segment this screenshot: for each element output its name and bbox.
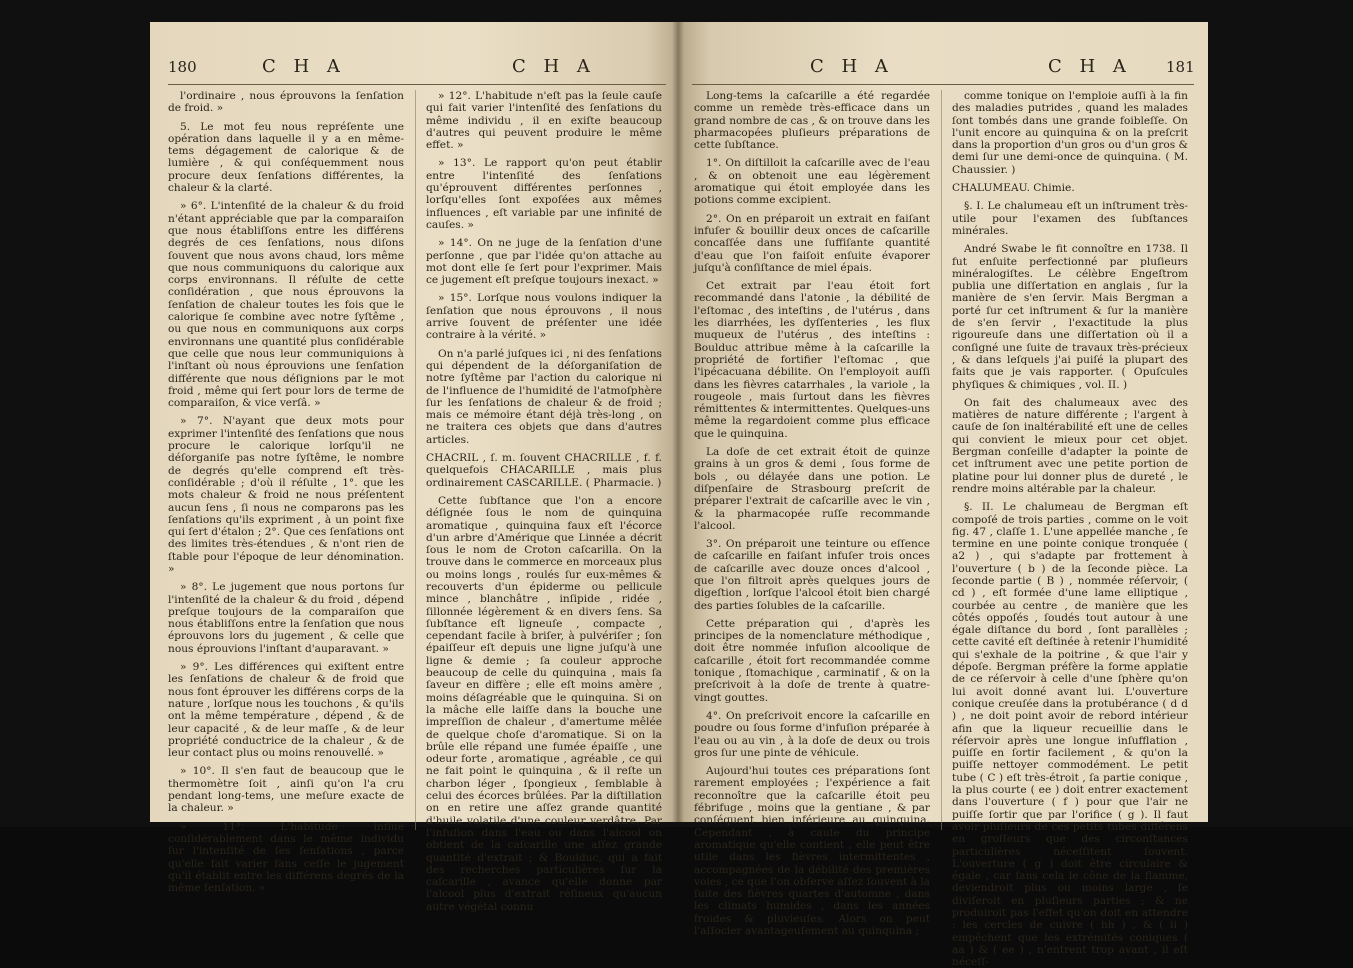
text-column-left [694, 90, 930, 937]
paragraph: 1°. On diſtilloit la caſcarille avec de l'eau , & on obtenoit une eau légèrement aromatique qui étoit employée dans les potions comme excipient. [694, 157, 930, 207]
page-number: 181 [1166, 58, 1195, 76]
paragraph: 3°. On préparoit une teinture ou eſſence de caſcarille en faiſant infuſer trois onces de caſcarille avec douze onces d'alcool , que l'on filtroit après quelques jours de digeſtion , lorſque l'alcool étoit bien chargé des parties ſolubles de la caſcarille. [694, 538, 930, 612]
paragraph: » 15°. Lorſque nous voulons indiquer la ſenſation que nous éprouvons , il nous arrive ſouvent de préſenter une idée contraire à la vérité. » [426, 292, 662, 342]
text-column-right [952, 90, 1188, 968]
paragraph: Long-tems la caſcarille a été regardée comme un remède très-efficace dans un grand nombre de cas , & on trouve dans les pharmacopées pluſieurs préparations de cette ſubſtance. [694, 90, 930, 152]
left-page [150, 22, 678, 913]
paragraph: » 12°. L'habitude n'eſt pas la ſeule cauſe qui fait varier l'intenſité des ſenſations du même individu , il en exiſte beaucoup d'autres qui peuvent produire le même effet. » [426, 90, 662, 152]
entry-heading: CHACRIL , ſ. m. ſouvent CHACRILLE , f. f. quelquefois CHACARILLE , mais plus ordinairement CASCARILLE. ( Pharmacie. ) [426, 452, 662, 489]
header-rule [168, 84, 666, 85]
paragraph: André Swabe le fit connoître en 1738. Il fut enſuite perfectionné par pluſieurs minéralogiſtes. Le célèbre Engeſtrom publia une diſſertation en anglais , ſur la manière de s'en ſervir. Mais Bergman a porté ſur cet inſtrument & ſur la manière de s'en ſervir , l'exactitude la plus rigoureuſe dans une diſſertation où il a conſigné une ſuite de travaux très-précieux , & dans leſquels j'ai puiſé la plupart des faits que je vais rapporter. ( Opuſcules phyſiques & chimiques , vol. II. ) [952, 243, 1188, 391]
column-divider [941, 90, 942, 830]
paragraph: Aujourd'hui toutes ces préparations ſont rarement employées ; l'expérience a fait reconnoître que la caſcarille étoit peu fébrifuge , moins que la gentiane , & par conſéquent bien inférieure au quinquina. Cependant , à cauſe du principe aromatique qu'elle contient , elle peut être utile dans les fièvres intermittentes , accompagnées de la débilité des premières voies , ce que l'on obſerve aſſez ſouvent à la ſuite des fièvres quartes d'automne , dans les climats humides , dans les années froides & pluvieuſes. Alors on peut l'aſſocier avantageuſement au quinquina ; [694, 765, 930, 937]
paragraph: On n'a parlé juſques ici , ni des ſenſations qui dépendent de la déſorganiſation de notre ſyſtême par l'action du calorique ni de l'influence de l'humidité de l'atmoſphère ſur les ſenſations de chaleur & de froid ; mais ce mémoire étant déjà très-long , on ne traitera ces objets que dans d'autres articles. [426, 347, 662, 446]
entry-heading: CHALUMEAU. Chimie. [952, 182, 1075, 195]
paragraph: » 9°. Les différences qui exiſtent entre les ſenſations de chaleur & de froid que nous font éprouver les différens corps de la nature , lorſque nous les touchons , & qu'ils ont la même température , dépend , & de leur capacité , & de leur maſſe , & de leur propriété conductrice de la chaleur , & de leur contact plus ou moins renouvellé. » [168, 661, 404, 760]
right-page [678, 22, 1208, 968]
column-divider [415, 90, 416, 830]
paragraph: » 11°. L'habitude influe conſidérablement dans le même individu ſur l'intenſité de ſes ſenſations , parce qu'elle fait varier ſans ceſſe le jugement qu'il établit entre les différens degrés de la même ſenſation. » [168, 820, 404, 895]
paragraph: » 6°. L'intenſité de la chaleur & du froid n'étant appréciable que par la comparaiſon que nous établiſſons entre les différens degrés de ces ſenſations, nous diſons ſouvent que nous avons chaud, lors même que nous communiquons du calorique aux corps environnans. Il réſulte de cette conſidération , que nous éprouvons la ſenſation de chaleur toutes les fois que le calorique ſe combine avec notre ſyſtême , ou que nous en communiquons aux corps environnans une quantité plus conſidérable que celle que nous leur communiquions à l'inſtant où nous éprouvions une ſenſation différente que nous déſignions par le mot froid , même qui ſert pour lors de terme de comparaiſon, & vice verſâ. » [168, 200, 404, 410]
paragraph: 2°. On en préparoit un extrait en faiſant infuſer & bouillir deux onces de caſcarille concaſſée dans une ſuffiſante quantité d'eau que l'on faiſoit enſuite évaporer juſqu'à conſiſtance de miel épais. [694, 212, 930, 274]
text-column-right [426, 90, 662, 913]
book-gutter [672, 22, 684, 822]
paragraph: §. II. Le chalumeau de Bergman eſt compoſé de trois parties , comme on le voit fig. 47 , claſſe 1. L'une appellée manche , ſe termine en une pointe conique tronquée ( a2 ) , qui s'adapte par frottement à l'ouverture ( b ) de la ſeconde pièce. La ſeconde partie ( B ) , nommée réſervoir, ( cd ) , eſt formée d'une lame elliptique , courbée au centre , de manière que les côtés oppoſés , ſoudés tout autour à une égale diſtance du bord , ſont parallèles ; cette cavité eſt deſtinée à retenir l'humidité qui s'exhale de la poitrine , & que l'air y dépoſe. Bergman préfère la forme applatie de ce réſervoir à celle d'une ſphère qu'on lui avoit donné avant lui. L'ouverture conique creuſée dans la protubérance ( d d ) , ne doit point avoir de rebord intérieur afin que la liqueur recueillie dans le réſervoir après une longue inſufflation , puiſſe en ſortir facilement , & qu'on la puiſſe nettoyer commodément. Le petit tube ( C ) eſt très-étroit , ſa partie conique , la plus courte ( ee ) doit entrer exactement dans l'ouverture ( f ) pour que l'air ne puiſſe ſortir que par l'orifice ( g ). Il faut avoir pluſieurs de ces petits tubes différens en groſſeurs que des circonſtances particulières néceſſitent ſouvent. L'ouverture ( g ) doit être circulaire & égale , car ſans cela le cône de la flamme, deviendroit plus ou moins large , ſe diviſeroit en pluſieurs parties ; & ne produiroit pas l'effet qu'on doit en attendre : les cercles de cuivre ( hh ) , & ( ii ) empêchent que les extrémités coniques ( aa ) & ( ee ) , n'entrent trop avant , il eſt néceſſ- [952, 501, 1188, 968]
paragraph: Cette ſubſtance que l'on a encore déſignée ſous le nom de quinquina aromatique , quinquina faux eſt l'écorce d'un arbre d'Amérique que Linnée a décrit ſous le nom de Croton caſcarilla. On la trouve dans le commerce en morceaux plus ou moins longs , roulés ſur eux-mêmes & recouverts d'un épiderme ou pellicule mince , blanchâtre , inſipide , ridée , ſillonnée légèrement & en divers ſens. Sa ſubſtance eſt ligneuſe , compacte , cependant facile à briſer, à pulvériſer ; ſon épaiſſeur eſt depuis une ligne juſqu'à une ligne & demie ; ſa couleur approche beaucoup de celle du quinquina , mais ſa ſaveur en diffère ; elle eſt moins amère , moins déſagréable que le quinquina. Si on la mâche elle laiſſe dans la bouche une impreſſion de chaleur , d'amertume mêlée de quelque choſe d'aromatique. Si on la brûle elle répand une fumée épaiſſe , une odeur forte , aromatique , agréable , ce qui ne fait point le quinquina , & il reſte un charbon léger , ſpongieux , ſemblable à celui des écorces brûlées. Par la diſtillation on en retire une aſſez grande quantité d'huile volatile d'une couleur verdâtre. Par l'infuſion dans l'eau ou dans l'alcool on obtient de la caſcarille une aſſez grande quantité d'extrait ; & Boulduc, qui a fait des recherches particulières ſur la caſcarille , avance qu'elle donne par l'alcool plus d'extrait réſineux qu'aucun autre végétal connu [426, 494, 662, 913]
paragraph: comme tonique on l'emploie auſſi à la fin des maladies putrides , quand les malades ſont tombés dans une grande foibleſſe. On l'unit encore au quinquina & on la preſcrit dans la proportion d'un gros ou d'un gros & demi ſur une demi-once de quinquina. ( M. Chaussier. ) [952, 90, 1188, 176]
paragraph: » 7°. N'ayant que deux mots pour exprimer l'intenſité des ſenſations que nous procure le calorique lorſqu'il ne déſorganiſe pas notre ſyſtême, le nombre de degrés qu'elle comprend eſt très-conſidérable ; d'où il réſulte , 1°. que les mots chaleur & froid ne nous préſentent aucun ſens , ſi nous ne comparons pas les ſenſations qu'ils expriment , à un point fixe qui ſert d'étalon ; 2°. Que ces ſenſations ont des limites très-étendues , & n'ont rien de ſtable pour l'époque de leur dénomination. » [168, 415, 404, 575]
paragraph: » 8°. Le jugement que nous portons ſur l'intenſité de la chaleur & du froid , dépend preſque toujours de la comparaiſon que nous établiſſons entre la ſenſation que nous éprouvons lors du jugement , & celle que nous éprouvions l'inſtant d'auparavant. » [168, 581, 404, 655]
paragraph: Cet extrait par l'eau étoit fort recommandé dans l'atonie , la débilité de l'eſtomac , des inteſtins , de l'utérus , dans les diarrhées, les dyſſenteries , les flux muqueux de l'utérus , des inteſtins : Boulduc attribue même à la caſcarille la propriété de fortifier l'eſtomac , que l'ipécacuana débilite. On l'employoit auſſi dans les fièvres catarrhales , la variole , la rougeole , mais ſurtout dans les fièvres rémittentes & intermittentes. Quelques-uns même la regardoient comme plus efficace que le quinquina. [694, 280, 930, 440]
paragraph: l'ordinaire , nous éprouvons la ſenſation de froid. » [168, 90, 404, 115]
text-column-left [168, 90, 404, 895]
paragraph: Cette préparation qui , d'après les principes de la nomenclature méthodique , doit être nommée infuſion alcoolique de caſcarille , étoit fort recommandée comme tonique , ſtomachique , carminatif , & on la preſcrivoit à la doſe de trente à quatre-vingt gouttes. [694, 617, 930, 704]
paragraph: » 13°. Le rapport qu'on peut établir entre l'intenſité des ſenſations qu'éprouvent différentes perſonnes , lorſqu'elles ſont expoſées aux mêmes influences , eſt variable par une infinité de cauſes. » [426, 157, 662, 231]
paragraph: La doſe de cet extrait étoit de quinze grains à un gros & demi , ſous forme de bols , ou délayée dans une potion. Le diſpenſaire de Strasbourg preſcrit de préparer l'extrait de caſcarille avec le vin , & la pharmacopée ruſſe recommande l'alcool. [694, 446, 930, 532]
paragraph: 4°. On preſcrivoit encore la caſcarille en poudre ou ſous forme d'infuſion préparée à l'eau ou au vin , à la doſe de deux ou trois gros ſur une pinte de véhicule. [694, 709, 930, 759]
running-head: C H A [262, 56, 346, 77]
running-head: C H A [1048, 56, 1132, 77]
running-head: C H A [512, 56, 596, 77]
header-rule [692, 84, 1194, 85]
paragraph: §. I. Le chalumeau eſt un inſtrument très-utile pour l'examen des ſubſtances minérales. [952, 200, 1188, 237]
paragraph: » 14°. On ne juge de la ſenſation d'une perſonne , que par l'idée qu'on attache au mot dont elle ſe ſert pour l'exprimer. Mais ce jugement eſt preſque toujours inexact. » [426, 237, 662, 287]
paragraph: » 10°. Il s'en faut de beaucoup que le thermomètre ſoit , ainſi qu'on l'a cru pendant long-tems, une meſure exacte de la chaleur. » [168, 765, 404, 815]
running-head: C H A [810, 56, 894, 77]
paragraph: 5. Le mot feu nous repréſente une opération dans laquelle il y a en même-tems dégagement de calorique & de lumière , & qui conſéquemment nous procure deux ſenſations différentes, la chaleur & la clarté. [168, 120, 404, 195]
paragraph: On fait des chalumeaux avec des matières de nature différente ; l'argent à cauſe de ſon inaltérabilité eſt une de celles qui convient le mieux pour cet objet. Bergman conſeille d'adapter la pointe de cet inſtrument avec une petite portion de platine pour lui donner plus de dureté , le rendre moins altérable par la chaleur. [952, 396, 1188, 495]
page-number: 180 [168, 58, 197, 76]
